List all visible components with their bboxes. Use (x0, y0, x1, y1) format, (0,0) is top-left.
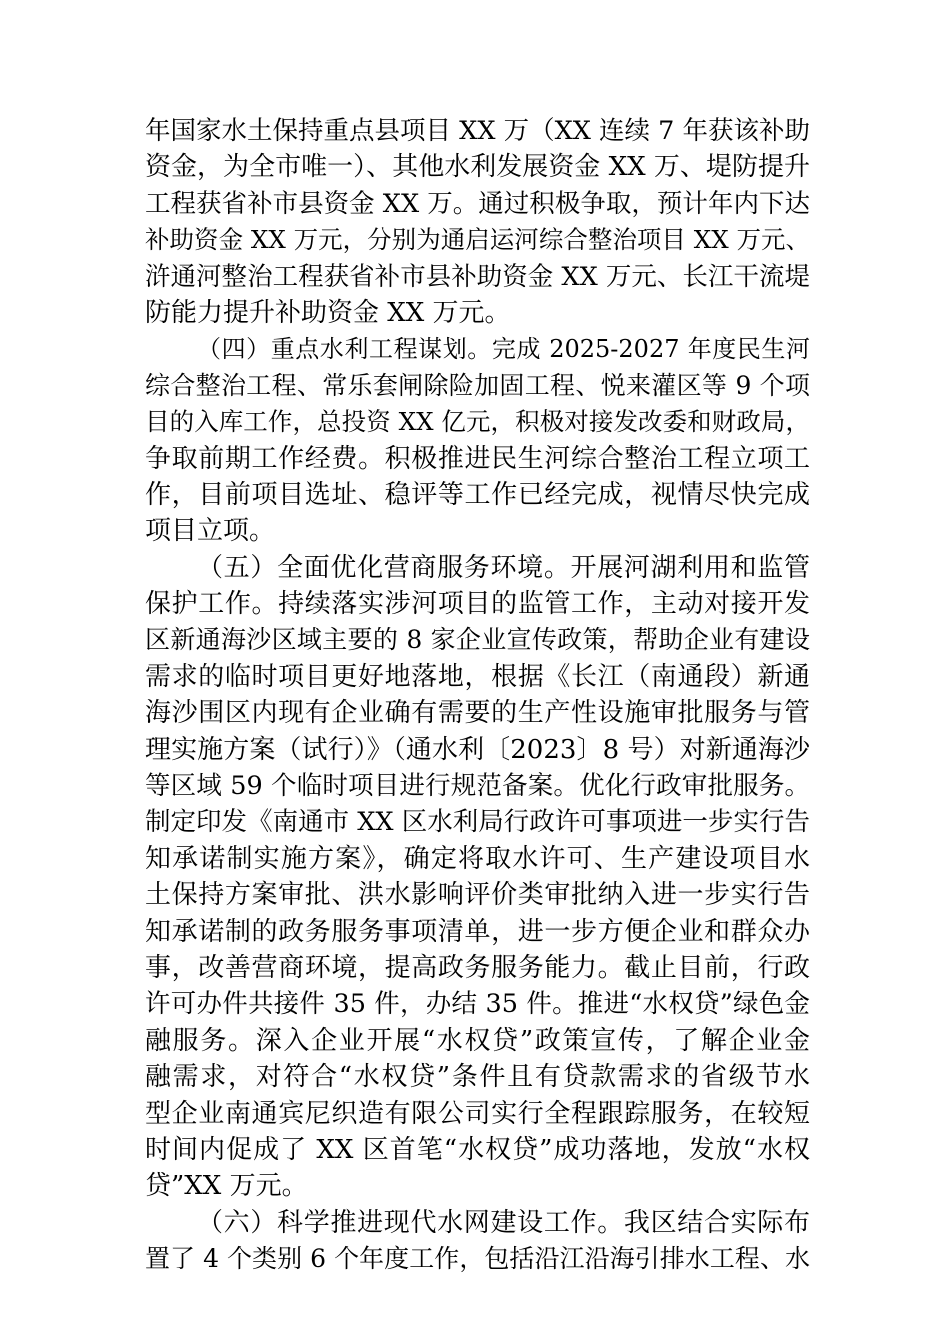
text-line: 作，目前项目选址、稳评等工作已经完成，视情尽快完成 (145, 479, 810, 510)
text-line: 许可办件共接件 35 件，办结 35 件。推进“水权贷”绿色金 (145, 989, 810, 1020)
text-line: （五）全面优化营商服务环境。开展河湖利用和监管 (197, 552, 810, 583)
text-line: 置了 4 个类别 6 个年度工作，包括沿江沿海引排水工程、水 (145, 1244, 810, 1274)
text-line: 海沙围区内现有企业确有需要的生产性设施审批服务与管 (145, 698, 810, 729)
text-line: 保护工作。持续落实涉河项目的监管工作，主动对接开发 (145, 589, 810, 620)
text-line: 目的入库工作，总投资 XX 亿元，积极对接发改委和财政局， (145, 407, 810, 437)
text-line: 防能力提升补助资金 XX 万元。 (145, 297, 511, 328)
text-line: 土保持方案审批、洪水影响评价类审批纳入进一步实行告 (145, 880, 810, 911)
text-line: 等区域 59 个临时项目进行规范备案。优化行政审批服务。 (145, 771, 810, 802)
text-line: 融需求，对符合“水权贷”条件且有贷款需求的省级节水 (145, 1062, 810, 1093)
text-line: 综合整治工程、常乐套闸除险加固工程、悦来灌区等 9 个项 (145, 370, 810, 400)
text-line: 知承诺制的政务服务事项清单，进一步方便企业和群众办 (145, 916, 810, 947)
text-line: 型企业南通宾尼织造有限公司实行全程跟踪服务，在较短 (145, 1098, 810, 1129)
text-line: 理实施方案（试行）》（通水利〔2023〕8 号）对新通海沙 (145, 734, 810, 765)
text-line: 项目立项。 (145, 516, 276, 547)
text-line: 补助资金 XX 万元，分别为通启运河综合整治项目 XX 万元、 (145, 225, 810, 255)
text-line: 融服务。深入企业开展“水权贷”政策宣传，了解企业金 (145, 1025, 810, 1056)
text-line: 制定印发《南通市 XX 区水利局行政许可事项进一步实行告 (145, 807, 810, 838)
text-line: 区新通海沙区域主要的 8 家企业宣传政策，帮助企业有建设 (145, 625, 810, 655)
text-line: 年国家水土保持重点县项目 XX 万（XX 连续 7 年获该补助 (145, 116, 810, 146)
text-line: 工程获省补市县资金 XX 万。通过积极争取，预计年内下达 (145, 188, 810, 219)
text-line: 浒通河整治工程获省补市县补助资金 XX 万元、长江干流堤 (145, 261, 810, 292)
text-line: 知承诺制实施方案》，确定将取水许可、生产建设项目水 (145, 843, 810, 874)
text-line: 争取前期工作经费。积极推进民生河综合整治工程立项工 (145, 443, 810, 474)
text-line: 需求的临时项目更好地落地，根据《长江（南通段）新通 (145, 661, 810, 692)
text-line: 事，改善营商环境，提高政务服务能力。截止目前，行政 (145, 952, 810, 983)
text-line: 时间内促成了 XX 区首笔“水权贷”成功落地，发放“水权 (145, 1134, 810, 1165)
text-line: 资金，为全市唯一）、其他水利发展资金 XX 万、堤防提升 (145, 152, 810, 183)
body-text (145, 113, 810, 1278)
text-line: 贷”XX 万元。 (145, 1171, 308, 1202)
text-line: （六）科学推进现代水网建设工作。我区结合实际布 (197, 1207, 810, 1238)
text-line: （四）重点水利工程谋划。完成 2025-2027 年度民生河 (197, 335, 810, 364)
